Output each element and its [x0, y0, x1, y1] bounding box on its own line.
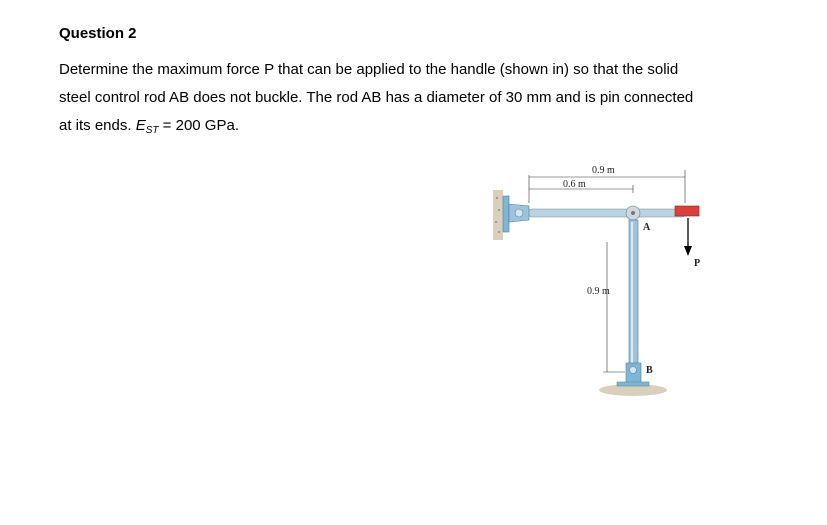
left-bracket — [503, 196, 529, 232]
support-b — [599, 363, 667, 396]
lever-arm — [529, 206, 699, 217]
force-arrow-p — [684, 218, 692, 256]
wall — [493, 190, 503, 240]
question-title: Question 2 — [59, 25, 137, 42]
line3-suffix: = 200 GPa. — [158, 117, 239, 134]
question-body — [59, 56, 759, 145]
question-line-2: steel control rod AB does not buckle. The rod AB has a diameter of 30 mm and is pin connected — [59, 89, 694, 106]
joint-a — [626, 206, 640, 220]
modulus-subscript: ST — [145, 125, 159, 136]
line3-prefix: at its ends. — [59, 117, 136, 134]
rod-diagram — [485, 158, 725, 418]
label-b: B — [646, 365, 653, 376]
dimension-lines — [529, 170, 685, 372]
question-line-3 — [59, 112, 759, 145]
dim-top-label: 0.9 m — [592, 165, 615, 176]
dim-left-label: 0.6 m — [563, 179, 586, 190]
label-p: P — [694, 258, 701, 269]
rod-ab — [629, 220, 638, 366]
dim-vertical-label: 0.9 m — [587, 286, 610, 297]
question-line-1: Determine the maximum force P that can be applied to the handle (shown in) so that the solid — [59, 61, 679, 78]
modulus-symbol: E — [135, 117, 146, 134]
label-a: A — [643, 222, 651, 233]
